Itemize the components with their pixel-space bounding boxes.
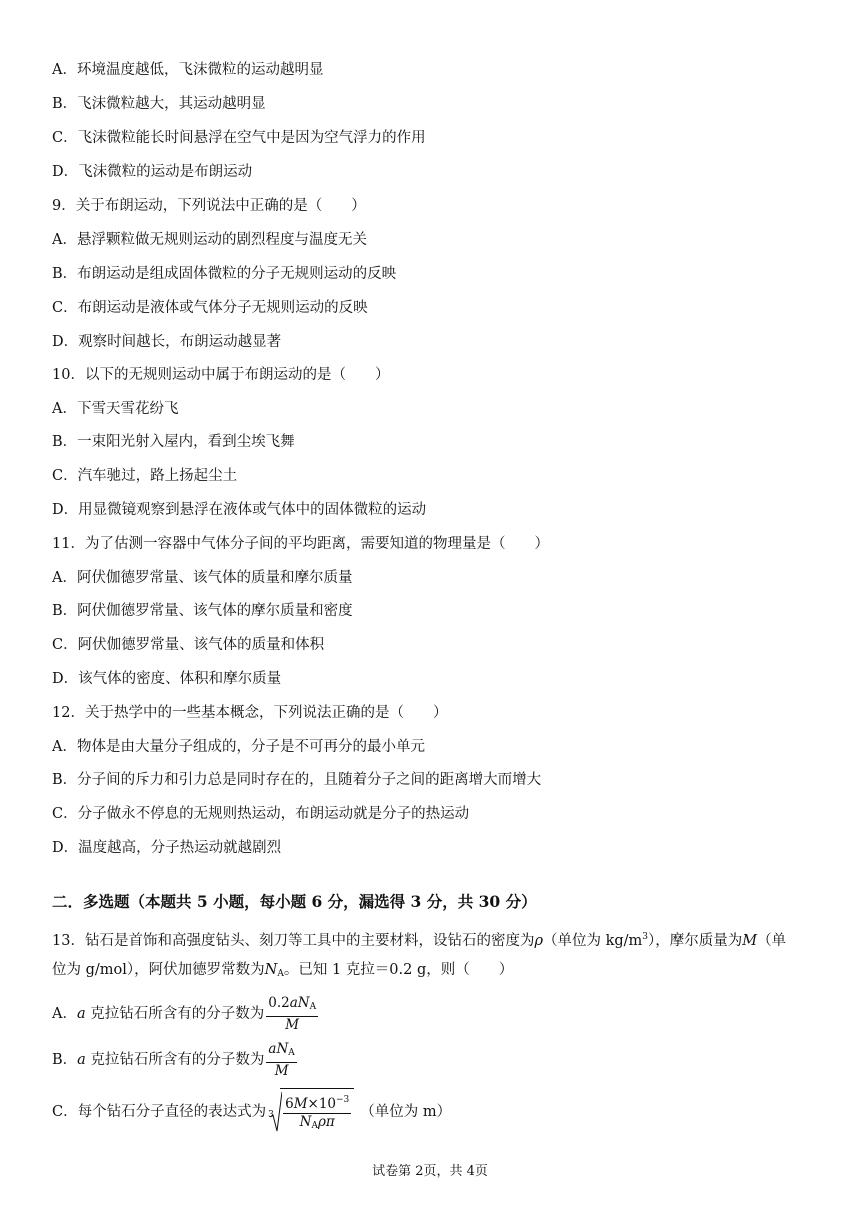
q13-stem-l1-a: 13．钻石是首饰和高强度钻头、刻刀等工具中的主要材料，设钻石的密度为 <box>52 933 535 949</box>
avogadro-symbol: N <box>264 962 278 978</box>
num-n: N <box>297 994 310 1011</box>
q13-option-a <box>52 994 320 1034</box>
root-index: 3 <box>268 1110 274 1120</box>
section-heading: 二．多选题（本题共 5 小题，每小题 6 分，漏选得 3 分，共 30 分） <box>52 892 537 911</box>
q13-option-b-var: a <box>77 1052 86 1068</box>
num-n-sub: A <box>309 1001 317 1012</box>
q9-option-b: B．布朗运动是组成固体微粒的分子无规则运动的反映 <box>52 266 397 282</box>
q11-stem: 11．为了估测一容器中气体分子间的平均距离，需要知道的物理量是（ ） <box>52 536 549 552</box>
num-n-sub: A <box>288 1047 295 1058</box>
q13-option-a-text: 克拉钻石所含有的分子数为 <box>85 1006 265 1022</box>
den-rho-pi: ρπ <box>317 1113 335 1130</box>
den-m: M <box>274 1062 289 1079</box>
q9-option-d: D．观察时间越长，布朗运动越显著 <box>52 334 282 350</box>
num-a: a <box>268 1040 277 1057</box>
q13-option-b-fraction <box>266 1041 296 1080</box>
q10-option-a: A．下雪天雪花纷飞 <box>52 401 179 417</box>
q9-stem: 9．关于布朗运动，下列说法中正确的是（ ） <box>52 198 366 214</box>
q12-option-b: B．分子间的斥力和引力总是同时存在的，且随着分子之间的距离增大而增大 <box>52 772 542 788</box>
q13-option-a-var: a <box>76 1006 86 1022</box>
q11-option-a: A．阿伏伽德罗常量、该气体的质量和摩尔质量 <box>52 570 353 586</box>
q13-stem-l2-b: 。已知 1 克拉＝0.2 g，则（ ） <box>283 962 514 978</box>
q12-option-c: C．分子做永不停息的无规则热运动，布朗运动就是分子的热运动 <box>52 806 470 822</box>
q13-option-b <box>52 1040 299 1080</box>
q10-option-d: D．用显微镜观察到悬浮在液体或气体中的固体微粒的运动 <box>52 502 427 518</box>
num-six: 6 <box>285 1095 294 1112</box>
den-n: N <box>299 1113 312 1130</box>
den-n-sub: A <box>311 1120 318 1131</box>
num-times-ten: ×10 <box>307 1095 337 1112</box>
q13-stem-line2 <box>52 960 513 984</box>
q13-option-c-text: C．每个钻石分子直径的表达式为 <box>52 1104 267 1120</box>
q8-option-b: B．飞沫微粒越大，其运动越明显 <box>52 96 266 112</box>
q10-option-b: B．一束阳光射入屋内，看到尘埃飞舞 <box>52 434 295 450</box>
q12-stem: 12．关于热学中的一些基本概念，下列说法正确的是（ ） <box>52 705 448 721</box>
q13-option-a-fraction <box>266 995 318 1034</box>
q11-option-b: B．阿伏伽德罗常量、该气体的摩尔质量和密度 <box>52 603 353 619</box>
cube-root-expression <box>270 1088 354 1136</box>
num-n: N <box>276 1040 289 1057</box>
q13-option-b-label: B． <box>52 1052 78 1068</box>
q9-option-a: A．悬浮颗粒做无规则运动的剧烈程度与温度无关 <box>52 232 367 248</box>
q13-option-c-unit: （单位为 m） <box>360 1104 452 1120</box>
cube-superscript: 3 <box>642 932 649 942</box>
q10-option-c: C．汽车驰过，路上扬起尘土 <box>52 468 238 484</box>
rho-symbol: ρ <box>534 933 543 949</box>
q13-stem-l2-a: 位为 g/mol），阿伏加德罗常数为 <box>52 962 265 978</box>
num-exponent: −3 <box>336 1094 350 1105</box>
q11-option-d: D．该气体的密度、体积和摩尔质量 <box>52 671 282 687</box>
den-m: M <box>285 1016 300 1033</box>
molar-mass-symbol: M <box>742 933 758 949</box>
q13-option-a-label: A． <box>52 1006 77 1022</box>
q13-option-c <box>52 1088 451 1134</box>
q13-stem-l1-d: （单 <box>757 933 787 949</box>
q9-option-c: C．布朗运动是液体或气体分子无规则运动的反映 <box>52 300 368 316</box>
q13-option-b-text: 克拉钻石所含有的分子数为 <box>85 1052 265 1068</box>
q12-option-d: D．温度越高，分子热运动就越剧烈 <box>52 840 282 856</box>
num-m: M <box>293 1095 308 1112</box>
q8-option-d: D．飞沫微粒的运动是布朗运动 <box>52 164 253 180</box>
q10-stem: 10．以下的无规则运动中属于布朗运动的是（ ） <box>52 367 390 383</box>
q13-stem-l1-b: （单位为 kg/m <box>542 933 643 949</box>
q13-option-c-fraction <box>283 1092 351 1135</box>
q12-option-a: A．物体是由大量分子组成的，分子是不可再分的最小单元 <box>52 739 425 755</box>
page-footer: 试卷第 2页，共 4页 <box>372 1164 488 1179</box>
q8-option-a: A．环境温度越低，飞沫微粒的运动越明显 <box>52 62 324 78</box>
q13-stem-line1 <box>52 927 786 951</box>
q8-option-c: C．飞沫微粒能长时间悬浮在空气中是因为空气浮力的作用 <box>52 130 426 146</box>
coef-0-2: 0.2 <box>268 994 290 1011</box>
q11-option-c: C．阿伏伽德罗常量、该气体的质量和体积 <box>52 637 325 653</box>
q13-stem-l1-c: ），摩尔质量为 <box>648 933 743 949</box>
avogadro-subscript: A <box>277 969 284 979</box>
num-a: a <box>289 994 298 1011</box>
